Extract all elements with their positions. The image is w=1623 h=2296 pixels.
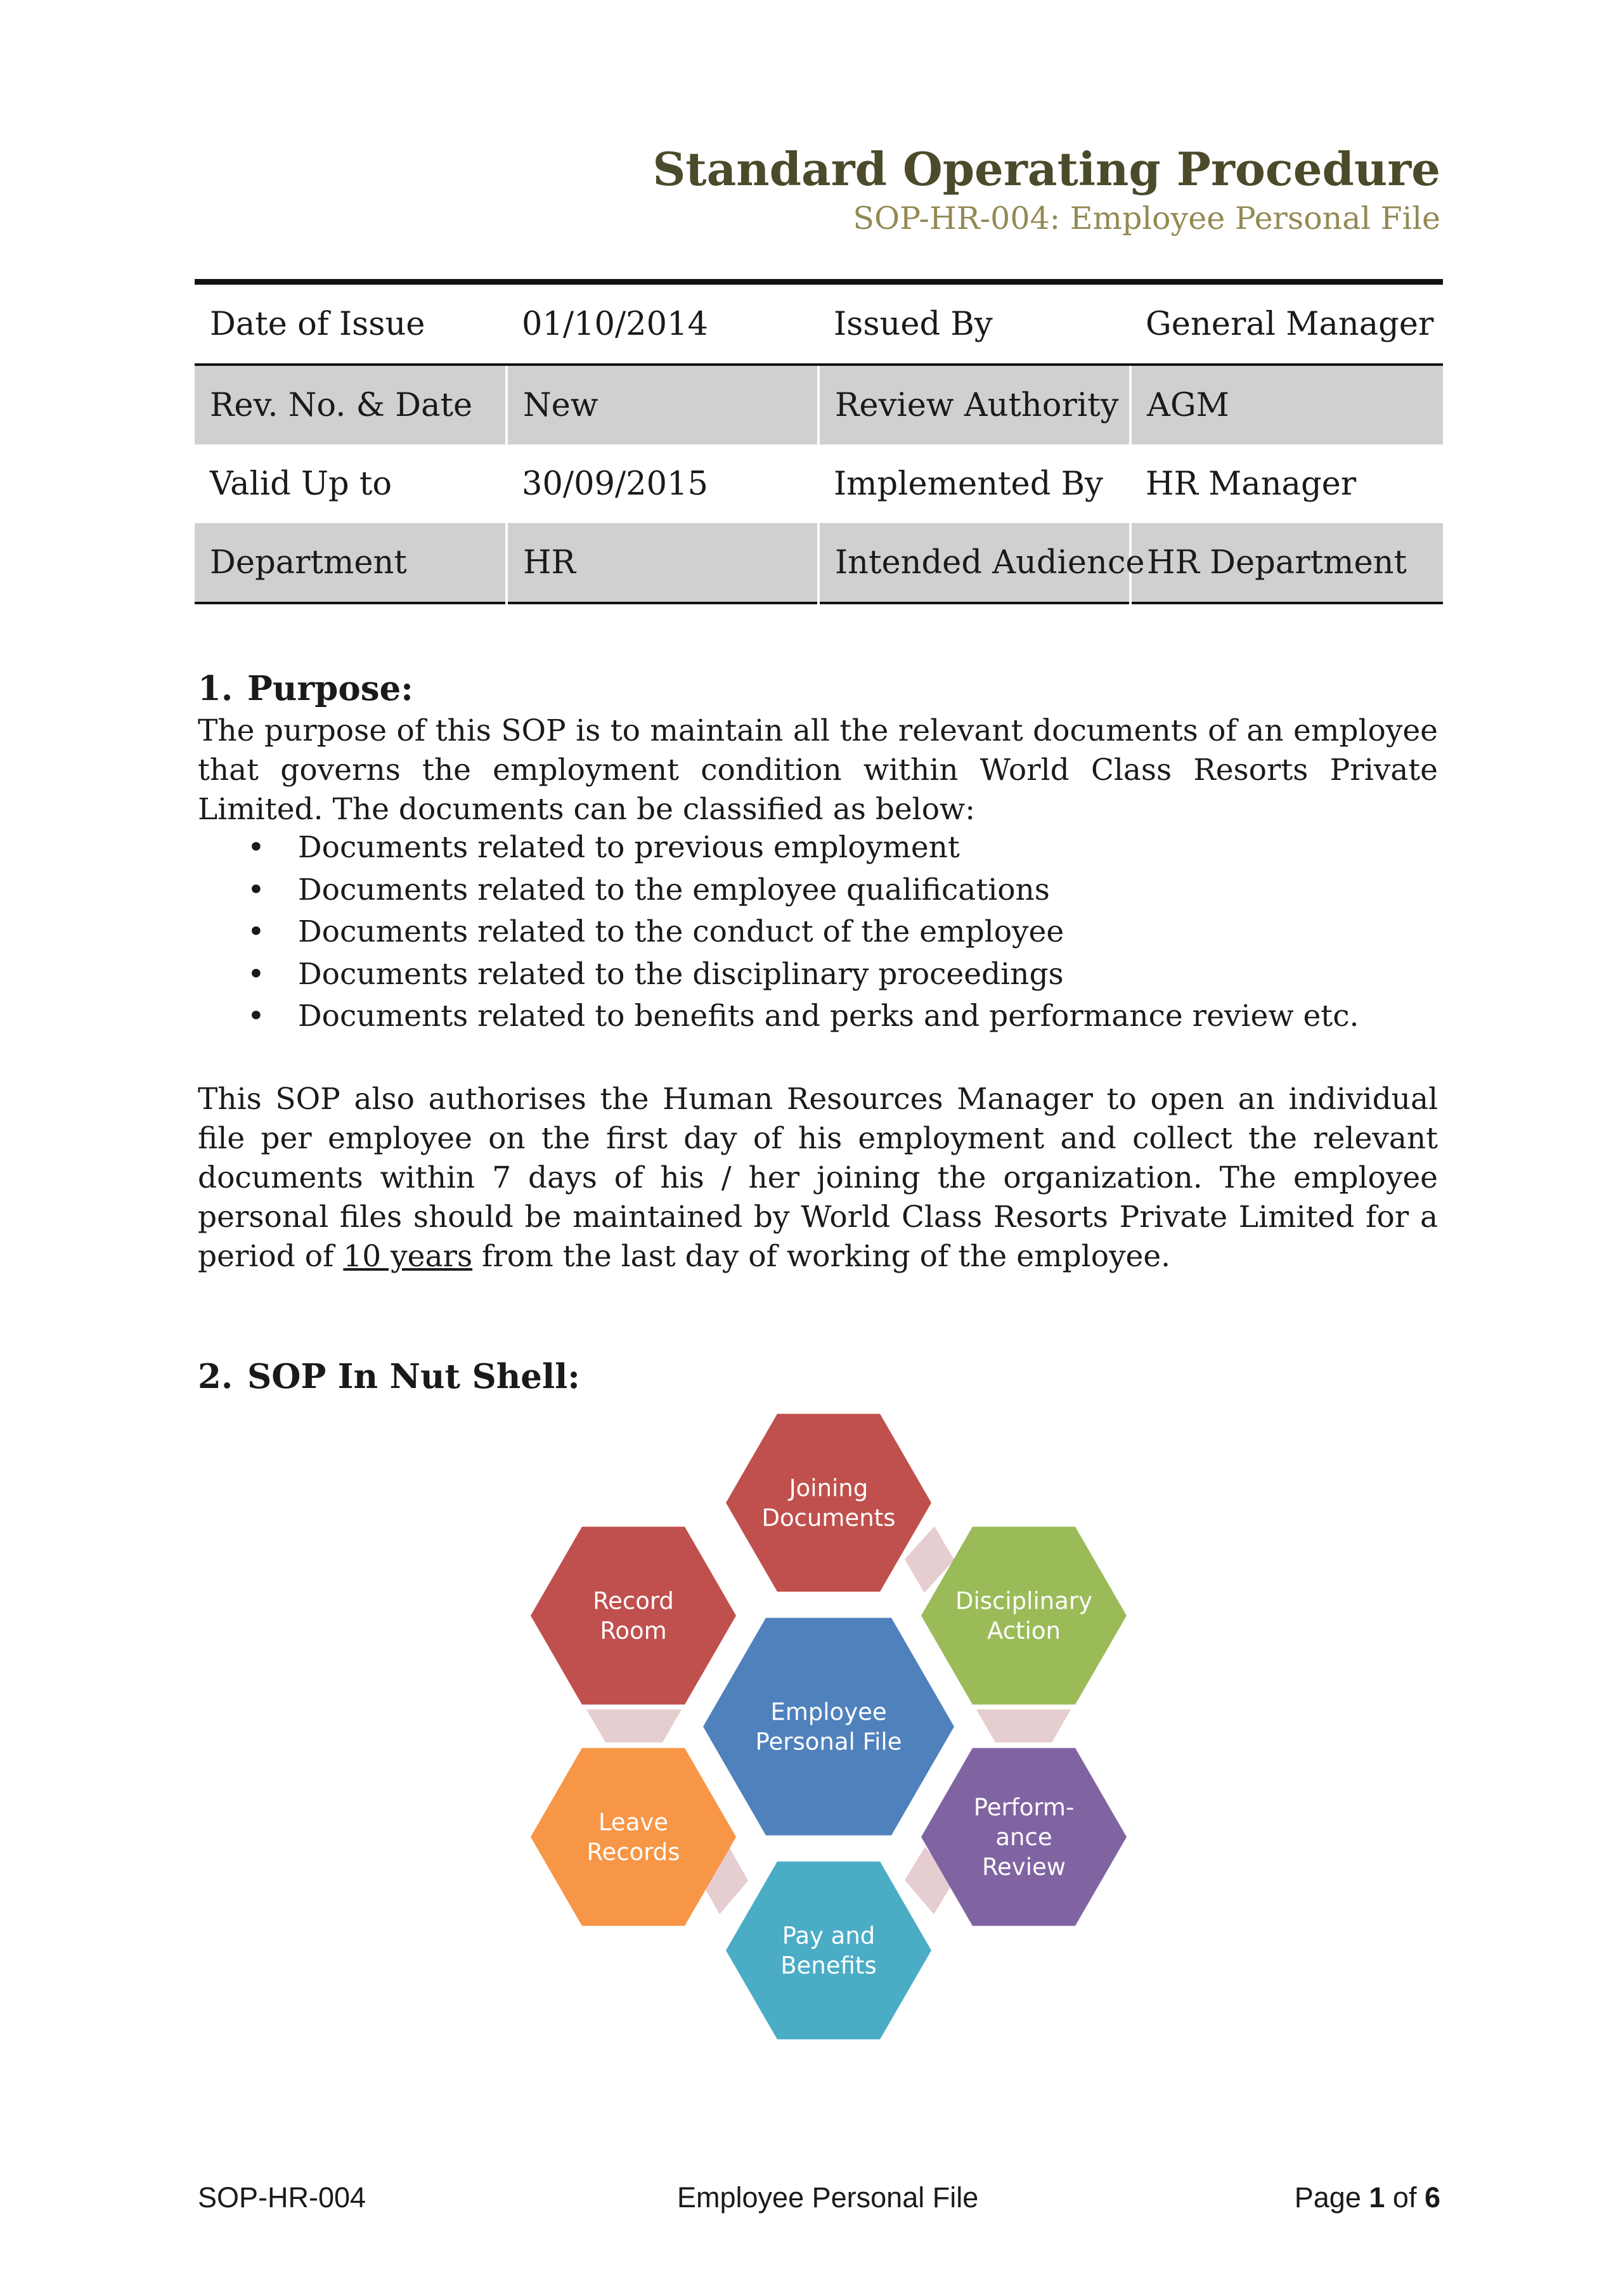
hex-label: Leave: [598, 1808, 669, 1836]
hex-label: Pay and: [782, 1922, 876, 1950]
section-title: Purpose:: [247, 669, 413, 708]
list-item-text: Documents related to the employee qualifications: [298, 872, 1050, 907]
footer-doc-title: Employee Personal File: [677, 2181, 979, 2214]
info-label: Review Authority: [818, 365, 1130, 444]
page-current: 1: [1369, 2181, 1385, 2214]
hex-label: Disciplinary: [955, 1587, 1092, 1615]
hex-label: Benefits: [780, 1952, 877, 1980]
document-title: Standard Operating Procedure: [652, 142, 1440, 196]
list-item-text: Documents related to the disciplinary proceedings: [298, 956, 1064, 992]
bullet-icon: •: [247, 872, 265, 907]
hex-label: Action: [987, 1617, 1061, 1645]
info-label: Issued By: [818, 282, 1130, 365]
paragraph-text: This SOP also authorises the Human Resources Manager to open an individual file per employee on the first day of his employment and collect the relevant documents within 7 days of his / her joining the organization. The employee personal files should be maintained by World Class Resorts Private Limited for a period of: [198, 1082, 1438, 1274]
page-word: Page: [1294, 2181, 1361, 2214]
bullet-icon: •: [247, 956, 265, 992]
hex-record-room: [531, 1527, 736, 1705]
hex-shape: [726, 1862, 931, 2040]
hex-label: Documents: [761, 1504, 896, 1532]
info-value: 30/09/2015: [522, 465, 708, 503]
info-label: Date of Issue: [195, 282, 507, 365]
info-value: HR: [507, 523, 818, 603]
hex-shape: [531, 1527, 736, 1705]
hex-shape: [703, 1618, 954, 1836]
hex-label: Review: [981, 1853, 1066, 1881]
hex-label: Records: [586, 1838, 680, 1866]
info-value: HR Manager: [1146, 465, 1357, 503]
page-total: 6: [1424, 2181, 1440, 2214]
connector-shape: [586, 1709, 682, 1742]
info-label: Intended Audience: [818, 523, 1130, 603]
section-number: 1.: [198, 669, 233, 708]
hex-label: Personal File: [755, 1728, 902, 1756]
purpose-intro-paragraph: The purpose of this SOP is to maintain all the relevant documents of an employee that governs the employment condition within World Class Resorts Private Limited. The documents can be classified as below:: [198, 713, 1438, 827]
list-item-text: Documents related to benefits and perks and performance review etc.: [298, 999, 1359, 1034]
info-label: Department: [195, 523, 507, 603]
hex-employee-personal-file: [703, 1618, 954, 1836]
hex-performance-review: [921, 1748, 1127, 1926]
info-value: AGM: [1130, 365, 1443, 444]
info-label: Valid Up to: [210, 465, 392, 503]
section-number: 2.: [198, 1357, 233, 1396]
list-item-text: Documents related to the conduct of the employee: [298, 914, 1064, 949]
hex-shape: [726, 1414, 931, 1592]
connector-shape: [976, 1709, 1071, 1742]
hex-label: Joining: [789, 1474, 869, 1502]
hex-disciplinary-action: [921, 1527, 1127, 1705]
hex-shape: [921, 1527, 1127, 1705]
hex-pay-and-benefits: [726, 1862, 931, 2040]
bullet-icon: •: [247, 914, 265, 949]
hex-leave-records: [531, 1748, 736, 1926]
hex-label: Perform-: [973, 1794, 1075, 1821]
hex-joining-documents: [726, 1414, 931, 1592]
section-title: SOP In Nut Shell:: [247, 1357, 580, 1396]
info-label: Implemented By: [834, 465, 1103, 503]
bullet-icon: •: [247, 830, 265, 865]
info-value: General Manager: [1130, 282, 1443, 365]
info-value: 01/10/2014: [507, 282, 818, 365]
info-value: New: [507, 365, 818, 444]
of-word: of: [1392, 2181, 1417, 2214]
hex-label: Employee: [770, 1698, 887, 1726]
footer-doc-code: SOP-HR-004: [198, 2181, 366, 2214]
info-value: HR Department: [1130, 523, 1443, 603]
info-label: Rev. No. & Date: [195, 365, 507, 444]
retention-period: 10 years: [343, 1239, 473, 1274]
list-item-text: Documents related to previous employment: [298, 830, 960, 865]
document-subtitle: SOP-HR-004: Employee Personal File: [853, 200, 1440, 237]
footer-page-number: [1295, 2181, 1440, 2214]
hex-shape: [531, 1748, 736, 1926]
bullet-icon: •: [247, 999, 265, 1034]
hex-label: ance: [995, 1824, 1052, 1851]
hex-label: Room: [600, 1617, 667, 1645]
hex-label: Record: [593, 1587, 674, 1615]
paragraph-text: from the last day of working of the employee.: [472, 1239, 1171, 1274]
